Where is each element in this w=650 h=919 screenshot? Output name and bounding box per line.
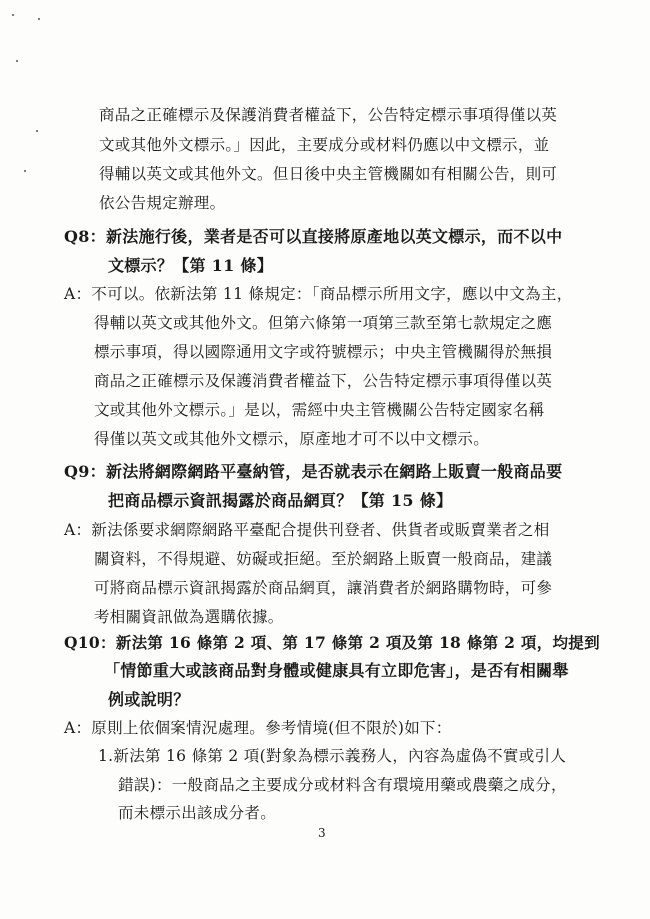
answer-line: 標示事項，得以國際通用文字或符號標示；中央主管機關得於無損 xyxy=(94,343,553,361)
scan-speck xyxy=(16,60,18,62)
paragraph-line: 商品之正確標示及保護消費者權益下，公告特定標示事項得僅以英 xyxy=(99,106,558,124)
scan-speck xyxy=(38,18,40,20)
question-q8-line2: 文標示？【第 11 條】 xyxy=(108,256,274,275)
paragraph-line: 依公告規定辦理。 xyxy=(99,194,226,212)
question-q9-line2: 把商品標示資訊揭露於商品網頁？【第 15 條】 xyxy=(108,491,453,510)
page-number: 3 xyxy=(318,826,326,840)
paragraph-line: 得輔以英文或其他外文。但日後中央主管機關如有相關公告，則可 xyxy=(99,165,558,183)
list-item-line: 而未標示出該成分者。 xyxy=(118,804,277,822)
answer-line: 關資料，不得規避、妨礙或拒絕。至於網路上販賣一般商品，建議 xyxy=(94,550,553,568)
answer-line: 可將商品標示資訊揭露於商品網頁，讓消費者於網路購物時，可參 xyxy=(94,579,553,597)
answer-a9: A：新法係要求網際網路平臺配合提供刊登者、供貨者或販賣業者之相 xyxy=(64,521,550,539)
question-q9: Q9：新法將網際網路平臺納管，是否就表示在網路上販賣一般商品要 xyxy=(64,462,563,481)
question-q10-line2: 「情節重大或該商品對身體或健康具有立即危害」，是否有相關舉 xyxy=(104,661,569,680)
answer-line: 得輔以英文或其他外文。但第六條第一項第三款至第七款規定之應 xyxy=(94,314,553,332)
answer-line: 考相關資訊做為選購依據。 xyxy=(94,608,284,626)
answer-a8: A：不可以。依新法第 11 條規定：「商品標示所用文字，應以中文為主， xyxy=(64,285,573,303)
paragraph-line: 文或其他外文標示。」因此，主要成分或材料仍應以中文標示，並 xyxy=(99,136,550,154)
scan-speck xyxy=(12,14,14,16)
answer-a10: A：原則上依個案情況處理。參考情境(但不限於)如下： xyxy=(64,719,452,737)
question-q10: Q10：新法第 16 條第 2 項、第 17 條第 2 項及第 18 條第 2 項，均提到 xyxy=(64,633,600,652)
answer-line: 文或其他外文標示。」是以，需經中央主管機關公告特定國家名稱 xyxy=(94,401,545,419)
question-q8: Q8：新法施行後，業者是否可以直接將原產地以英文標示，而不以中 xyxy=(64,227,563,246)
list-item: 1.新法第 16 條第 2 項(對象為標示義務人，內容為虛偽不實或引人 xyxy=(98,747,567,765)
question-q10-line3: 例或說明？ xyxy=(108,690,190,709)
answer-line: 商品之正確標示及保護消費者權益下，公告特定標示事項得僅以英 xyxy=(94,372,553,390)
answer-line: 得僅以英文或其他外文標示，原產地才可不以中文標示。 xyxy=(94,430,490,448)
scan-speck xyxy=(24,170,26,172)
list-item-line: 錯誤)：一般商品之主要成分或材料含有環境用藥或農藥之成分， xyxy=(118,776,567,794)
scan-speck xyxy=(36,130,38,132)
